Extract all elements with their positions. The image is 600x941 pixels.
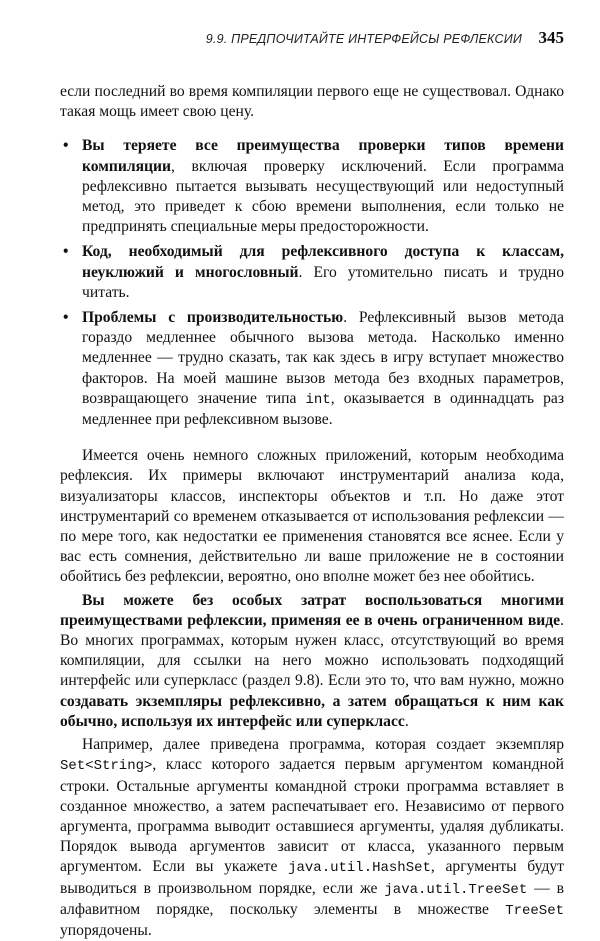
bullet-text: , оказывается в одиннадцать раз медленнее при рефлексивном вызове. xyxy=(82,389,564,429)
body-text: упорядочены. xyxy=(60,921,152,939)
section-title: 9.9. ПРЕДПОЧИТАЙТЕ ИНТЕРФЕЙСЫ РЕФЛЕКСИИ xyxy=(205,32,522,46)
bullet-text: . Рефлексивный вызов метода гораздо медленнее обычного вызова метода. Насколько именно медленнее — трудно сказать, так как здесь в игру вступает множество факторов. На моей машине вызов метода без входных параметров, возвращающего значение типа xyxy=(82,309,564,407)
intro-paragraph: если последний во время компиляции первого еще не существовал. Однако такая мощь имеет свою цену. xyxy=(60,83,564,121)
bullet-icon: • xyxy=(63,137,69,155)
bullet-icon: • xyxy=(63,243,69,261)
bullet-text: . Его утомительно писать и трудно читать. xyxy=(82,263,565,301)
list-item xyxy=(63,308,564,430)
emphasis-text: Вы можете без особых затрат воспользоваться многими преимуществами рефлексии, применяя ее в очень ограниченном виде xyxy=(60,591,564,629)
paragraph-limited-reflection xyxy=(60,591,564,732)
inline-code: Set<String> xyxy=(60,758,153,775)
inline-code: int xyxy=(305,391,331,408)
bullet-text: , включая проверку исключений. Если программа рефлексивно пытается вызывать несуществующий или недоступный метод, это приведет к сбою времени выполнения, если только не предпринять специальные меры предосторожности. xyxy=(82,157,564,236)
drawbacks-list xyxy=(60,136,564,430)
bullet-icon: • xyxy=(63,309,69,327)
inline-code: java.util.HashSet xyxy=(288,860,431,877)
body-text: . Во многих программах, которым нужен класс, отсутствующий во время компиляции, для ссылки на него можно использовать подходящий интерфейс или суперкласс (раздел 9.8). Если это то, что вам нужно, можно xyxy=(60,611,564,690)
bullet-bold: Проблемы с производительностью xyxy=(82,309,344,327)
paragraph-applications: Имеется очень немного сложных приложений, которым необходима рефлексия. Их примеры включают инструментарий анализа кода, визуализаторы классов, инспекторы объектов и т.п. Но даже этот инструментарий со временем отказывается от использования рефлексии — по мере того, как недостатки ее применения становятся все яснее. Если у вас есть сомнения, действительно ли ваше приложение не в состоянии обойтись без рефлексии, вероятно, оно вполне может без нее обойтись. xyxy=(60,447,564,586)
paragraph-example xyxy=(60,735,564,941)
emphasis-text: создавать экземпляры рефлексивно, а затем обращаться к ним как обычно, используя их интерфейс или суперкласс xyxy=(60,692,564,730)
list-item xyxy=(63,242,565,303)
running-header xyxy=(60,30,564,54)
bullet-bold: Вы теряете все преимущества проверки типов времени компиляции xyxy=(82,137,564,175)
body-text: , класс которого задается первым аргументом командной строки. Остальные аргументы командной строки программа вставляет в созданное множество, а затем распечатывает его. Независимо от первого аргумента, программа выводит оставшиеся аргументы, удаляя дубликаты. Порядок вывода аргументов зависит от класса, указанного первым аргументом. Если вы укажете xyxy=(60,756,564,876)
page-number: 345 xyxy=(538,28,564,47)
body-text: , аргументы будут выводиться в произвольном порядке, если же xyxy=(60,858,564,897)
body-text: Например, далее приведена программа, которая создает экземпляр xyxy=(82,736,564,754)
body-text: . xyxy=(404,712,409,730)
inline-code: TreeSet xyxy=(505,902,564,919)
book-page xyxy=(60,30,564,941)
inline-code: java.util.TreeSet xyxy=(384,881,528,898)
body-text: — в алфавитном порядке, поскольку элементы в множестве xyxy=(60,879,564,918)
list-item xyxy=(63,136,564,237)
bullet-bold: Код, необходимый для рефлексивного доступа к классам, неуклюжий и многословный xyxy=(82,243,564,281)
